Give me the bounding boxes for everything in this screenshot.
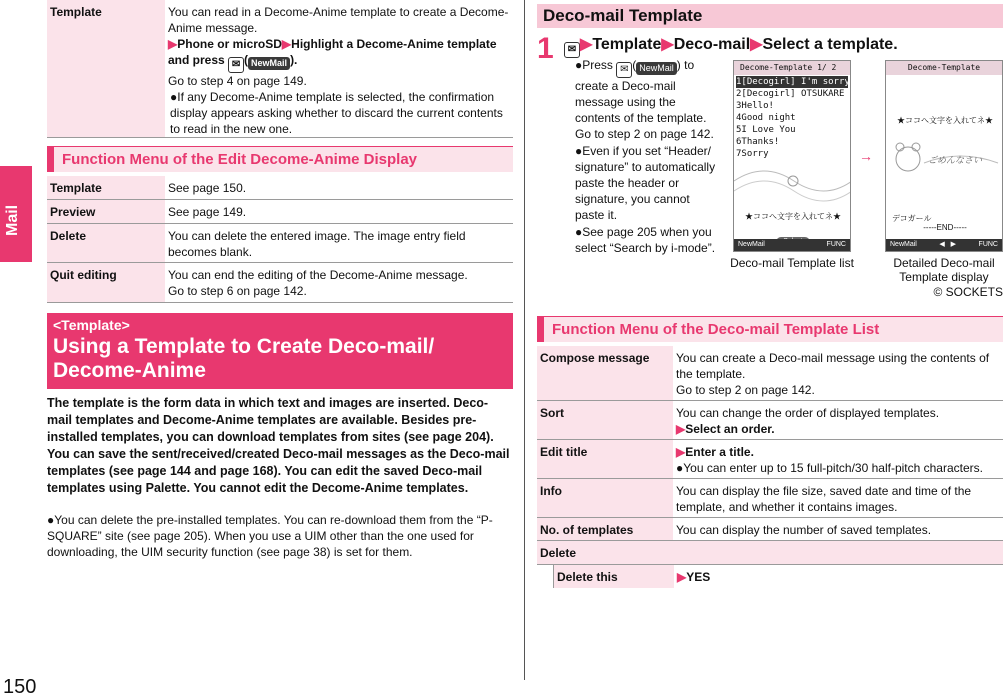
step-notes (575, 57, 720, 257)
op-highlight: Highlight a Decome-Anime template and press (168, 37, 497, 67)
list-menu-key: Compose message (537, 346, 673, 400)
template-operation: ▶Phone or microSD▶Highlight a Decome-Anime template and press ✉ ( NewMail ). (168, 36, 510, 73)
edit-menu-key: Template (47, 176, 165, 199)
newmail-softkey-icon: NewMail (636, 62, 677, 75)
triangle-icon: ▶ (676, 445, 686, 459)
edit-menu-table (47, 176, 513, 303)
list-menu-value-line: You can create a Deco-mail message using the contents of the template. (676, 351, 990, 381)
step-note: ●See page 205 when you select “Search by i-mode”. (575, 225, 716, 255)
note-press-rest: ) to create a Deco-mail message using the contents of the template. Go to step 2 on page 142. (575, 58, 714, 141)
template-goto: Go to step 4 on page 149. (168, 74, 307, 88)
ribbon-decoration (734, 161, 851, 241)
edit-menu-value-line: You can end the editing of the Decome-Anime message. (168, 268, 468, 282)
mail-key-icon: ✉ (564, 42, 580, 58)
step-select: Select a template. (762, 36, 898, 53)
list-menu-op: YES (686, 570, 711, 584)
list-menu-value (673, 346, 1003, 400)
edit-menu-header: Function Menu of the Edit Decome-Anime Display (47, 146, 513, 172)
newmail-softkey[interactable]: NewMail (890, 241, 917, 248)
list-menu-key: No. of templates (537, 518, 673, 540)
template-list (734, 75, 850, 161)
list-item[interactable]: 5I Love You (736, 125, 796, 135)
deco-template-title: Deco-mail Template (537, 4, 1003, 28)
screen-softkeys (886, 239, 1002, 251)
list-menu-value (673, 401, 1003, 439)
screen-title: Decome-Template (886, 61, 1002, 75)
edit-menu-row (47, 224, 513, 263)
edit-menu-row (47, 200, 513, 224)
page-number: 150 (3, 676, 37, 698)
edit-menu-value-line: Go to step 6 on page 142. (168, 284, 307, 298)
list-menu-row (537, 518, 1003, 541)
mail-key-icon: ✉ (616, 62, 632, 78)
template-list-screen (733, 60, 851, 252)
edit-menu-row (47, 263, 513, 303)
newmail-softkey[interactable]: NewMail (738, 241, 765, 248)
list-menu-table (537, 346, 1003, 588)
edit-menu-key: Preview (47, 200, 165, 223)
list-menu-subrow (553, 565, 1003, 588)
using-template-title: Using a Template to Create Deco-mail/ Decome-Anime (53, 335, 435, 382)
list-menu-key: Edit title (537, 440, 673, 478)
screen-softkeys (734, 239, 850, 251)
template-detail-screen (885, 60, 1003, 252)
step-note: ●Press ✉ ( NewMail ) to create a Deco-mail message using the contents of the template. Go to step 2 on page 142. (575, 58, 714, 141)
list-menu-value-line: Go to step 2 on page 142. (676, 383, 815, 397)
using-template-intro: The template is the form data in which text and images are inserted. Deco-mail templates and Decome-Anime templates are available. Besides pre-installed templates, you can download templates from sites (see page 204). You can save the sent/received/created Deco-mail messages as the Deco-mail templates (see page 144 and page 168). You can edit the saved Deco-mail templates using Palette. You cannot edit the Decome-Anime templates. (47, 396, 510, 495)
list-item[interactable]: 4Good night (736, 113, 796, 123)
func-softkey[interactable]: FUNC (978, 241, 998, 248)
list-item[interactable]: 7Sorry (736, 149, 769, 159)
edit-menu-value: You can delete the entered image. The image entry field becomes blank. (168, 229, 466, 259)
list-menu-value (673, 541, 1003, 564)
nav-arrows-icon: ◀ ▶ (939, 241, 956, 248)
list-item[interactable]: 6Thanks! (736, 137, 780, 147)
template-table (47, 0, 513, 138)
end-text: -----END----- (923, 223, 967, 232)
list-menu-value-line: ●You can enter up to 15 full-pitch/30 half-pitch characters. (676, 461, 983, 475)
list-menu-value (673, 440, 1003, 478)
list-menu-row (537, 346, 1003, 401)
side-tab (0, 166, 32, 262)
list-menu-value-line: You can change the order of displayed templates. (676, 406, 940, 420)
screen1-caption: Deco-mail Template list (730, 256, 854, 270)
list-menu-key: Delete (537, 541, 673, 564)
mail-key-icon: ✉ (228, 57, 244, 73)
triangle-icon: ▶ (168, 37, 178, 51)
screen2-caption: Detailed Deco-mail Template display (893, 256, 995, 284)
list-menu-subvalue (674, 565, 1003, 588)
screen-body-text: ★ココへ文字を入れてネ★ (745, 212, 841, 221)
edit-menu-value: See page 149. (168, 205, 247, 219)
op-end: ). (290, 53, 298, 67)
list-item[interactable]: 2[Decogirl] OTSUKARE (736, 89, 845, 99)
list-menu-header: Function Menu of the Deco-mail Template List (537, 316, 1003, 342)
step-number: 1 (537, 32, 554, 65)
copyright: © SOCKETS (933, 285, 1003, 299)
template-bullet: ●If any Decome-Anime template is selected, the confirmation display appears asking whether to discard the current contents to read in the new one. (170, 90, 503, 136)
edit-menu-row (47, 176, 513, 200)
banner-text: ごめんなさい (928, 155, 983, 165)
using-template-tag: <Template> (53, 317, 130, 333)
step-template: Template (592, 36, 662, 53)
note-press: ●Press (575, 58, 613, 72)
list-menu-op: Enter a title. (685, 445, 754, 459)
edit-menu-value (165, 263, 513, 302)
triangle-icon: ▶ (661, 36, 674, 53)
list-menu-row (537, 440, 1003, 479)
template-line1: You can read in a Decome-Anime template to create a Decome-Anime message. (168, 5, 509, 35)
template-row-key: Template (47, 0, 165, 137)
triangle-icon: ▶ (677, 570, 687, 584)
list-menu-row (537, 541, 1003, 565)
template-row (47, 0, 513, 138)
side-tab-label: Mail (4, 204, 21, 236)
screen-title: Decome-Template 1/ 2 (734, 61, 850, 75)
list-menu-op: Select an order. (685, 422, 775, 436)
triangle-icon: ▶ (580, 36, 593, 53)
screen-body-text: ★ココへ文字を入れてネ★ (897, 116, 993, 125)
using-template-header (47, 313, 513, 389)
triangle-icon: ▶ (750, 36, 763, 53)
list-item[interactable]: 3Hello! (736, 101, 774, 111)
list-menu-row (537, 401, 1003, 440)
op-phone-or-microsd: Phone or microSD (177, 37, 282, 51)
list-menu-row (537, 479, 1003, 518)
triangle-icon: ▶ (281, 37, 292, 51)
list-menu-key: Info (537, 479, 673, 517)
using-template-note: ●You can delete the pre-installed templates. You can re-download them from the “P-SQUARE” site (see page 205). When you use a UIM other than the one used for downloading, the UIM security function (see page 38) is set for them. (47, 513, 493, 559)
template-row-value (165, 0, 513, 137)
step-note: ●Even if you set “Header/ signature” to automatically paste the header or signature, you cannot paste it. (575, 144, 716, 222)
edit-menu-key: Delete (47, 224, 165, 262)
edit-menu-value: See page 150. (168, 181, 247, 195)
list-menu-value: You can display the file size, saved date and time of the template, and whether it contains images. (676, 484, 972, 514)
list-menu-key: Sort (537, 401, 673, 439)
edit-menu-key: Quit editing (47, 263, 165, 302)
func-softkey[interactable]: FUNC (826, 241, 846, 248)
list-menu-subkey: Delete this (554, 565, 674, 588)
step-instruction (564, 34, 898, 58)
step-deco-mail: Deco-mail (673, 36, 751, 53)
list-item[interactable]: 1[Decogirl] I'm sorry (736, 77, 850, 87)
arrow-right-icon: → (859, 148, 873, 164)
list-menu-value: You can display the number of saved templates. (676, 523, 932, 537)
newmail-softkey-icon: NewMail (248, 57, 290, 70)
footer-text: デコガール (892, 214, 932, 223)
column-divider (524, 0, 525, 680)
triangle-icon: ▶ (676, 422, 686, 436)
